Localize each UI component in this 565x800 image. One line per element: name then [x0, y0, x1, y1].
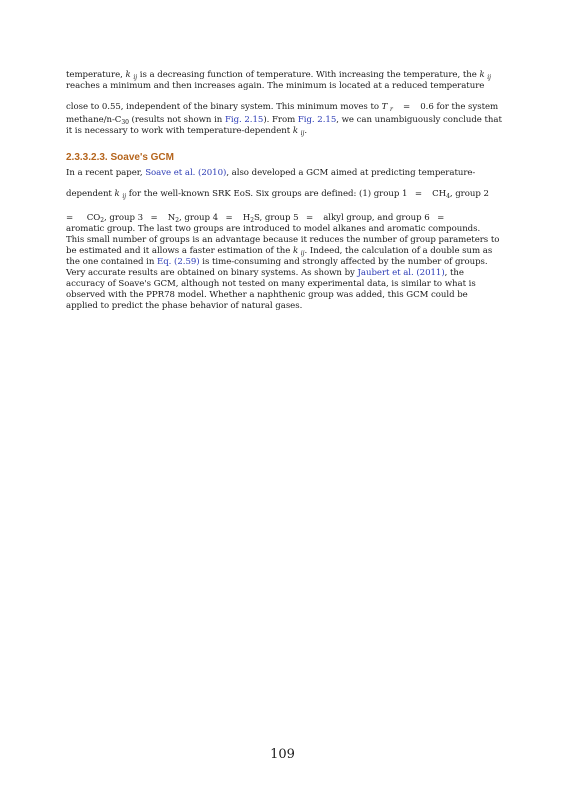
figure-link[interactable]: Fig. 2.15: [224, 115, 264, 125]
text-line: Very accurate results are obtained on binary systems. As shown by Jaubert et al. (2011), the: [66, 268, 464, 278]
page-number: 109: [270, 747, 295, 762]
text-line: accuracy of Soave's GCM, although not tested on many experimental data, is similar to what is: [66, 279, 476, 289]
text-line: = $CO_2$, group $3 = N_2$, group $4 = H_2S$, group 5 = alkyl group, and group 6 =: [66, 213, 445, 224]
text-line: the one contained in Eq. (2.59) is time-consuming and strongly affected by the number of groups.: [66, 257, 488, 267]
figure-link[interactable]: Fig. 2.15: [297, 115, 337, 125]
section-heading: 2.3.3.2.3. Soave's GCM: [66, 152, 174, 163]
text-line: In a recent paper, Soave et al. (2010), also developed a GCM aimed at predicting temperature-: [66, 168, 476, 178]
text-line: observed with the PPR78 model. Whether a naphthenic group was added, this GCM could be: [66, 290, 468, 300]
equation-link[interactable]: Eq. (2.59): [157, 257, 200, 267]
text-line: temperature, k $_{ij}$ is a decreasing function of temperature. With increasing the temperature, the k $_{ij}$: [66, 70, 491, 81]
citation-link[interactable]: Jaubert et al. (2011): [357, 268, 445, 278]
text-line: This small number of groups is an advantage because it reduces the number of group parameters to: [66, 235, 500, 245]
text-line: methane/$n-C_{30}$ (results not shown in Fig. 2.15). From Fig. 2.15, we can unambiguously conclude that: [66, 115, 502, 126]
citation-link[interactable]: Soave et al. (2010): [145, 168, 227, 178]
text-line: be estimated and it allows a faster estimation of the k $_{ij}$. Indeed, the calculation of a double sum as: [66, 246, 493, 257]
text-line: applied to predict the phase behavior of natural gases.: [66, 301, 303, 311]
text-line: aromatic group. The last two groups are introduced to model alkanes and aromatic compounds.: [66, 224, 481, 234]
text-line: dependent k $_{ij}$ for the well-known SRK EoS. Six groups are defined: (1) group $1 = CH_4$, group 2: [66, 189, 489, 200]
text-line: it is necessary to work with temperature-dependent k $_{ij}$.: [66, 126, 308, 137]
text-line: reaches a minimum and then increases again. The minimum is located at a reduced temperature: [66, 81, 485, 91]
text-line: close to 0.55, independent of the binary system. This minimum moves to T $_r$ = 0.6 for the system: [66, 102, 499, 113]
